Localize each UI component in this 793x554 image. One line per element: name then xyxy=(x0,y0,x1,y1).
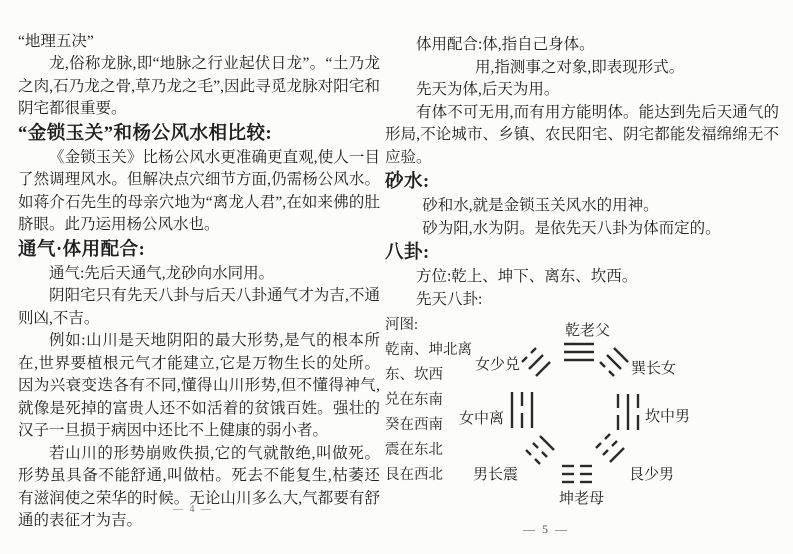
label-gen-youngest-son: 艮少男 xyxy=(629,467,675,483)
line-shashui-1: 砂和水,就是金锁玉关风水的用神。 xyxy=(422,197,659,214)
hetu-line: 兑在东南 xyxy=(385,392,443,408)
left-page-title: “地理五决” xyxy=(18,33,94,50)
gen-trigram-icon xyxy=(595,433,629,467)
page-number-left: — 4 — xyxy=(173,504,213,515)
hetu-line: 震在东北 xyxy=(385,442,443,458)
line-tiyong-1: 体用配合:体,指自己身体。 xyxy=(416,36,595,53)
hetu-title: 河图: xyxy=(385,317,419,333)
label-dui-youngest-daughter: 女少兑 xyxy=(475,357,521,373)
line-xiantian-bagua: 先天八卦: xyxy=(416,290,483,308)
paragraph-tiyong: 有体不可无用,而有用方能明体。能达到先后天通气的形局,不论城市、乡镇、农民阳宅、阴宅都能发福绵绵无不应验。 xyxy=(385,103,779,166)
kun-trigram-icon xyxy=(561,463,593,485)
paragraph-mountain-qi: 若山川的形势崩败佚损,它的气就散绝,叫做死。形势虽具备不能舒通,叫做枯。死去不能复生,枯萎还有滋润使之荣华的时候。无论山川多么大,气都要有舒通的表征才为吉。 xyxy=(18,444,380,529)
heading-tongqi-tiyong: 通气·体用配合: xyxy=(18,239,146,260)
paragraph-yinyang-zhai: 阴阳宅只有先天八卦与后天八卦通气才为吉,不通则凶,不吉。 xyxy=(18,287,380,327)
left-page xyxy=(18,30,380,533)
label-xun-eldest-daughter: 巽长女 xyxy=(631,361,677,377)
hetu-line: 艮在西北 xyxy=(385,467,443,483)
xiantian-bagua-diagram xyxy=(457,317,709,522)
hetu-line: 乾南、坤北离 xyxy=(385,342,472,358)
kan-trigram-icon xyxy=(615,393,641,431)
paragraph-example-mountains: 例如:山川是天地阴阳的最大形势,是气的根本所在,世界要植根元气才能建立,它是万物生长的处所。因为兴衰变迭各有不同,懂得山川形势,但不懂得神气,就像是死掉的富贵人还不如活着的贫饿百姓。强壮的汉子一旦损于病因中还比不上健康的弱小者。 xyxy=(18,332,380,439)
zhen-trigram-icon xyxy=(521,435,555,469)
hetu-line: 东、坎西 xyxy=(385,367,443,383)
heading-shashui: 砂水: xyxy=(385,172,430,192)
heading-jinsuo-compare: “金锁玉关”和杨公风水相比较: xyxy=(18,123,273,144)
heading-bagua: 八卦: xyxy=(385,243,430,263)
label-zhen-eldest-son: 男长震 xyxy=(473,467,519,483)
hetu-bagua-section xyxy=(385,313,779,529)
paragraph-jinsuo-compare: 《金锁玉关》比杨公风水更准确更直观,使人一目了然调理风水。但解决点穴细节方面,仍需杨公风水。如蒋介石先生的母亲穴地为“离龙人君”,在如来佛的肚脐眼。此乃运用杨公风水也。 xyxy=(18,148,380,233)
page-number-right: — 5 — xyxy=(523,522,569,536)
dui-trigram-icon xyxy=(521,347,555,381)
line-tiyong-2: 用,指测事之对象,即表现形式。 xyxy=(475,58,685,76)
label-li-middle-daughter: 女中离 xyxy=(459,411,505,427)
line-tiyong-3: 先天为体,后天为用。 xyxy=(416,81,560,98)
qian-trigram-icon xyxy=(563,341,595,363)
line-shashui-2: 砂为阳,水为阴。是依先天八卦为体而定的。 xyxy=(422,219,721,237)
label-kun-mother: 坤老母 xyxy=(559,491,605,507)
label-kan-middle-son: 坎中男 xyxy=(645,409,691,425)
xun-trigram-icon xyxy=(595,347,629,381)
hetu-line: 癸在西南 xyxy=(385,417,443,433)
line-tongqi: 通气:先后天通气,龙砂向水同用。 xyxy=(49,264,275,282)
right-page xyxy=(385,34,779,536)
label-qian-father: 乾老父 xyxy=(565,323,611,339)
li-trigram-icon xyxy=(509,391,535,429)
paragraph-dragon-veins: 龙,俗称龙脉,即“地脉之行业起伏日龙”。“土乃龙之肉,石乃龙之骨,草乃龙之毛”,因此寻觅龙脉对阳宅和阴宅都很重要。 xyxy=(18,55,380,117)
line-bagua-directions: 方位:乾上、坤下、离东、坎西。 xyxy=(416,268,638,285)
